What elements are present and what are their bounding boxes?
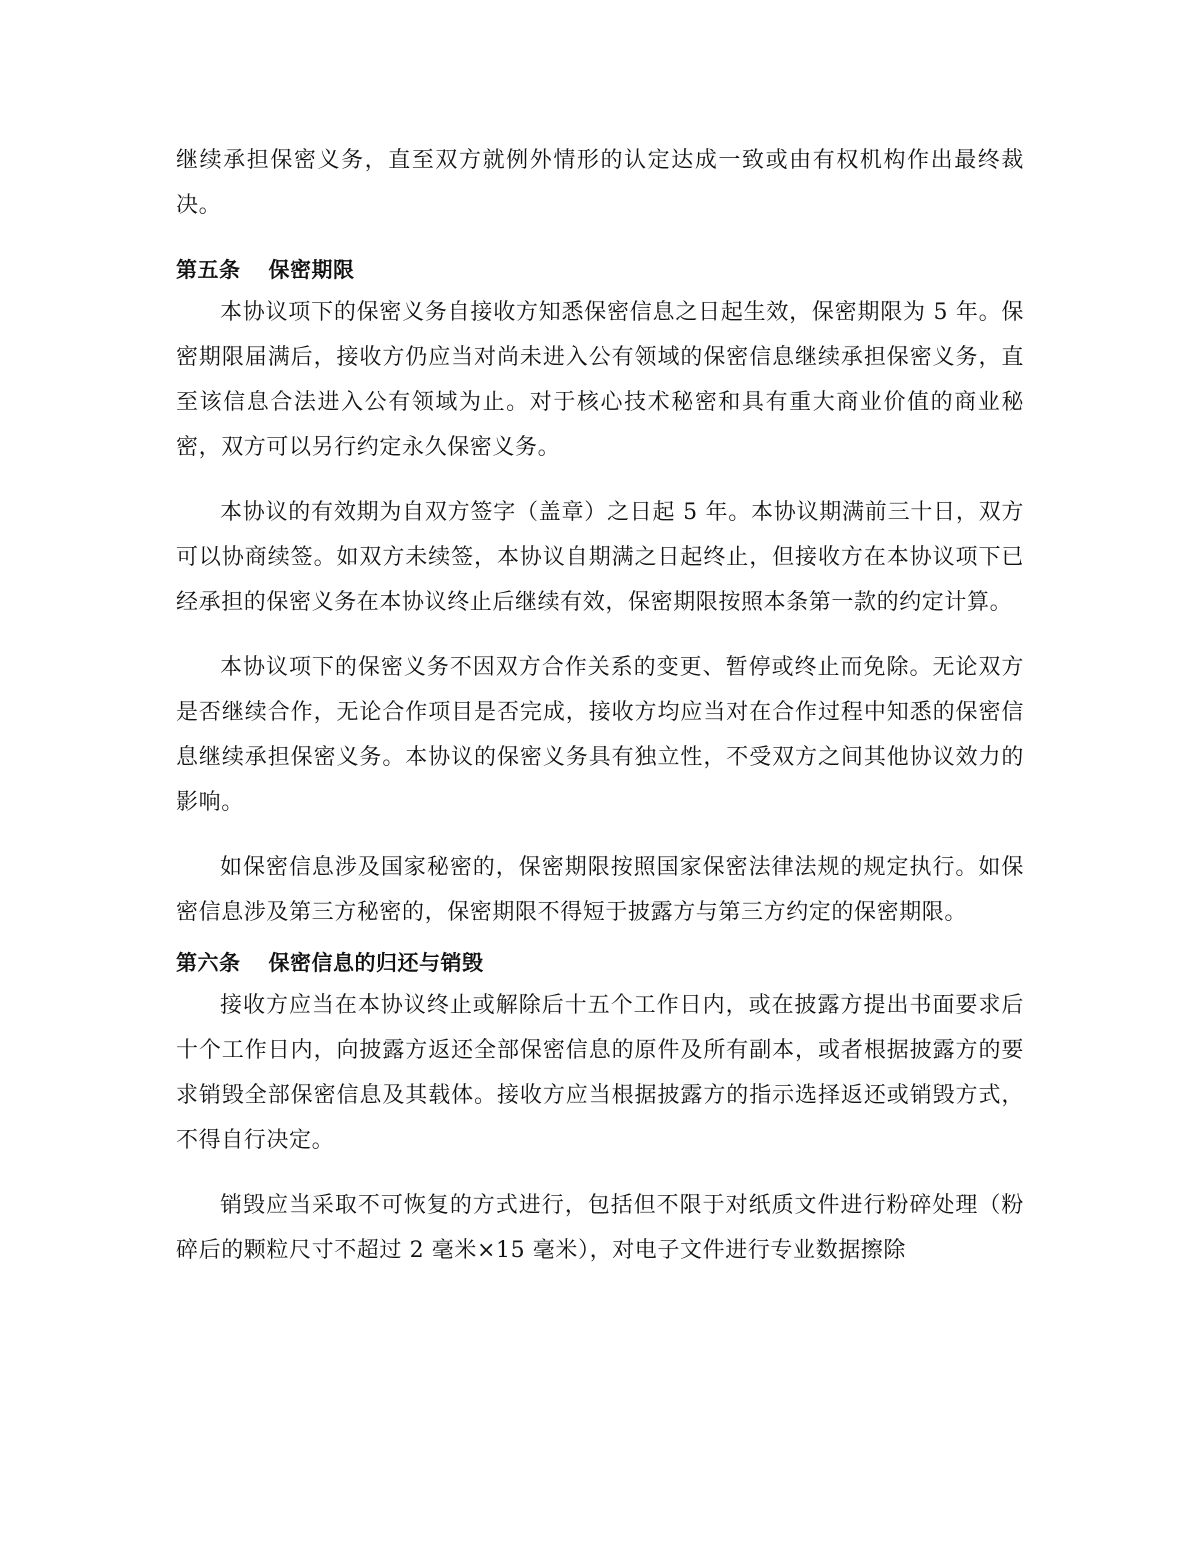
section-article-6 <box>176 941 1024 1273</box>
section-number: 第六条 <box>176 951 241 975</box>
section-number: 第五条 <box>176 258 241 282</box>
continued-paragraph: 继续承担保密义务，直至双方就例外情形的认定达成一致或由有权机构作出最终裁决。 <box>176 148 1024 218</box>
paragraph: 本协议项下的保密义务不因双方合作关系的变更、暂停或终止而免除。无论双方是否继续合作，无论合作项目是否完成，接收方均应当对在合作过程中知悉的保密信息继续承担保密义务。本协议的保密义务具有独立性，不受双方之间其他协议效力的影响。 <box>176 655 1024 815</box>
paragraph: 本协议的有效期为自双方签字（盖章）之日起 5 年。本协议期满前三十日，双方可以协商续签。如双方未续签，本协议自期满之日起终止，但接收方在本协议项下已经承担的保密义务在本协议终止后继续有效，保密期限按照本条第一款的约定计算。 <box>176 500 1024 615</box>
section-article-5 <box>176 248 1024 935</box>
section-title: 保密信息的归还与销毁 <box>268 951 484 975</box>
paragraph: 接收方应当在本协议终止或解除后十五个工作日内，或在披露方提出书面要求后十个工作日内，向披露方返还全部保密信息的原件及所有副本，或者根据披露方的要求销毁全部保密信息及其载体。接收方应当根据披露方的指示选择返还或销毁方式，不得自行决定。 <box>176 993 1024 1153</box>
paragraph: 如保密信息涉及国家秘密的，保密期限按照国家保密法律法规的规定执行。如保密信息涉及第三方秘密的，保密期限不得短于披露方与第三方约定的保密期限。 <box>176 855 1024 925</box>
section-heading <box>176 248 1024 293</box>
paragraph: 本协议项下的保密义务自接收方知悉保密信息之日起生效，保密期限为 5 年。保密期限届满后，接收方仍应当对尚未进入公有领域的保密信息继续承担保密义务，直至该信息合法进入公有领域为止。对于核心技术秘密和具有重大商业价值的商业秘密，双方可以另行约定永久保密义务。 <box>176 300 1024 460</box>
section-title: 保密期限 <box>268 258 355 282</box>
paragraph: 销毁应当采取不可恢复的方式进行，包括但不限于对纸质文件进行粉碎处理（粉碎后的颗粒尺寸不超过 2 毫米×15 毫米），对电子文件进行专业数据擦除 <box>176 1193 1024 1263</box>
section-heading <box>176 941 1024 986</box>
